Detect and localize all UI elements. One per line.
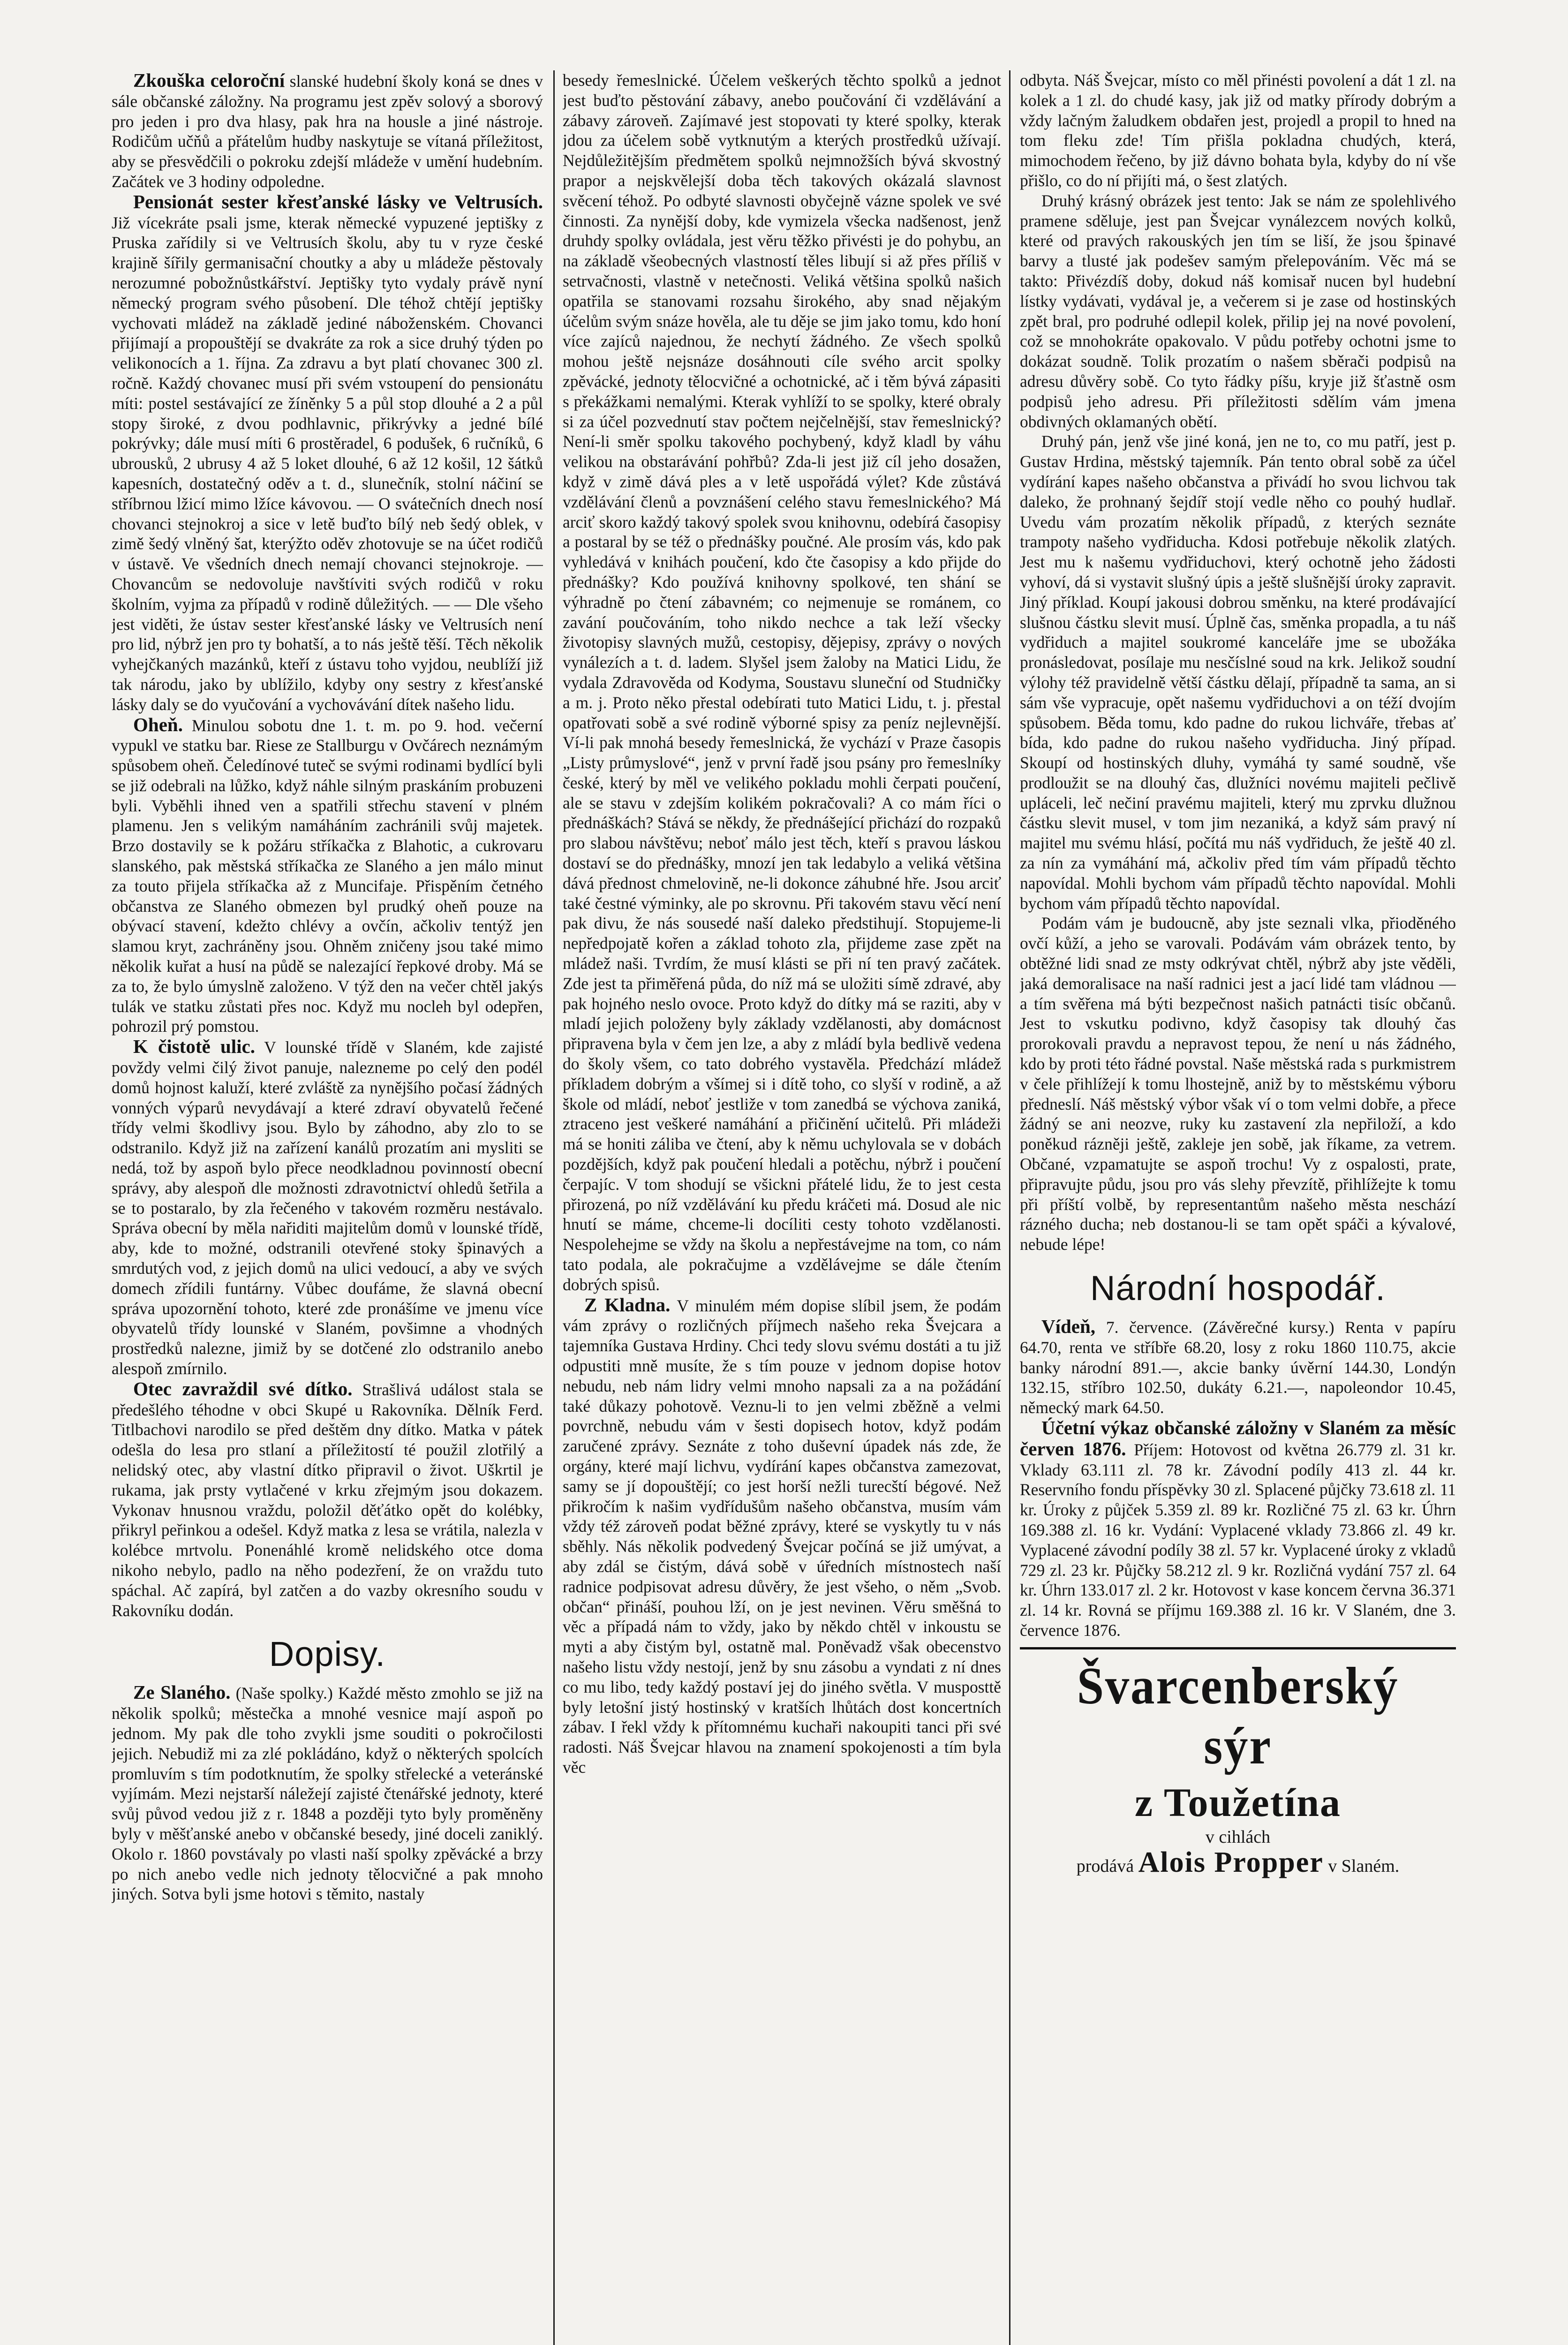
letter-kladno-heading: Z Kladna. [584,1294,671,1316]
economy-vienna-heading: Vídeň, [1041,1316,1096,1338]
advertisement [1020,1649,1456,1880]
kladno-paragraph-3: Druhý pán, jenž vše jiné koná, jen ne to, co mu patří, jest p. Gustav Hrdina, městský tajemník. Pán tento obral sobě za účel vydírání kapes našeho občanstva a přivádí ho svou lichvou tak daleko, že prohnaný šejdíř stojí vedle něho co pouhý hudlař. Uvedu vám prozatím několik případů, z kterých seznáte trampoty našeho vydřiducha. Kdosi potřebuje několik zlatých. Jest mu k našemu vydřiduchovi, který ochotně jeho žádosti vyhoví, dá si vystavit slušný úpis a ještě slušnější úroky zapravit. Jiný příklad. Koupí jakousi dobrou směnku, na které prodávající slušnou částku slevit musí. Úplně čas, směnka propadla, a tu náš vydřiduch a majitel soukromé kanceláře jme se ubožáka pronásledovat, posílaje mu nesčíslné soud na krk. Jelikož soudní výlohy též pravidelně větší částku dělají, případně ta sama, an si sám vše vypracuje, opět našemu vydřiduchovi a on téží dvojím spůsobem. Běda tomu, kdo padne do rukou lichváře, třebas ať bída, kdo padne do rukou našeho vydřiducha. Jiný případ. Skoupí od hostinských dluhy, vymáhá ty samé soudně, vše prodloužit se na dlouhý čas, dlužníci novému majiteli pečlivě upláceli, leč nečiní pravému majiteli, který mu zprvku dlužnou částku slevit musel, v tom jim nezaniká, a když sám pravý ní majitel mu svému hlásí, počítá mu náš vydřiduch, že ještě 40 zl. za nín za vymáhání má, ačkoliv před tím vám případů těchto napovídal. Mohli bychom vám případů těchto napovídal. Mohli bychom vám případů těchto napovídal. [1020,432,1456,913]
kladno-paragraph-2: Druhý krásný obrázek jest tento: Jak se nám ze spolehlivého pramene sděluje, jest pan Švejcar vynálezcem nových kolků, které od pravých rakouských jen tím se liší, že jsou špinavé barvy a tlusté jak podešev samým přelepováním. Věc má se takto: Přivézdíš doby, dokud náš komisař nucen byl hudební lístky vydávati, vydával je, a večerem si je zase od hostinských zpět bral, pro podruhé odlepil kolek, přilip jej na nové povolení, což se mnohokráte opakovalo. V půdu potřeby ochotni jsme to dokázat soudně. Tolik prozatím o našem sběrači podpisů na adresu důvěry sobě. Co tyto řádky píšu, kryje již šťastně osm podpisů jeho adresu. Při příležitosti sdělím vám jmena obdivných oklamaných obětí. [1020,191,1456,431]
article-streets [112,1036,543,1379]
article-fire-heading: Oheň. [133,713,183,735]
column-divider-2 [1009,70,1010,2345]
article-pensionat-heading: Pensionát sester křesťanské lásky ve Veltrusích. [133,190,543,212]
letter-slany-continued: besedy řemeslnické. Účelem veškerých těchto spolků a jednot jest buďto pěstování zábavy, anebo poučování či vzdělávání a zábavy zároveň. Zajímavé jest stopovati ty které spolky, kterak jdou za účelem sobě vytknutým a kterých prostředků užívají. Nejdůležitějším předmětem spolků nejmnožších bývá skvostný prapor a nejskvělejší doba těch takových okázalá slavnost svěcení téhož. Po odbyté slavnosti obyčejně vázne spolek ve své činnosti. Za nynější doby, kde vymizela všecka nadšenost, jenž druhdy spolky ovládala, jest věru těžko přivésti je do pohybu, an na základě všeobecných vlastností těles libují si až přes příliš v setrvačnosti, vlastně v netečnosti. Veliká většina spolků našich opatřila se stanovami rozsahu širokého, aby snad nějakým účelům svým snáze hověla, ale tu děje se jim jako tomu, kdo honí více zajíců najednou, že nechytí žádného. Ze všech spolků mohou ještě nejsnáze dosáhnouti cíle svého arcit spolky zpěvácké, jednoty tělocvičné a ochotnické, ač i těm bývá zápasiti s překážkami nemalými. Kterak vyhlíží to se spolky, které obraly si za účel pozvednutí stav počtem nejčelnější, stav řemeslnický? Není-li směr spolku takového pochybený, když kladl by váhu velikou na obstarávání pohřbů? Zda-li jest již cíl jeho dosažen, když v zimě dává ples a v letě uspořádá výlet? Kde zůstává vzdělávání členů a povznášení celého stavu řemeslnického? Má arciť skoro každý takový spolek svou knihovnu, odebírá časopisy a postaral by se též o přednášky poučné. Ale prosím vás, kdo pak vyhledává v knihách poučení, kdo čte časopisy a kdo přijde do přednášky? Kdo používá knihovny spolkové, ten shání se výhradně po čtení zábavném; co nejmenuje se románem, co zavání poučováním, toho nikdo nechce a tak leží všecky životopisy slavných mužů, cestopisy, dějepisy, zprávy o nových vynálezích a t. d. ladem. Slyšel jsem žaloby na Matici Lidu, že vydala Zdravověda od Kodyma, Soustavu sluneční od Studničky a m. j. Proto něko přestal odebírati tuto Matici Lidu, t. j. přestal opatřovati sobě a své rodině výborné spisy za peníz nejlevnější. Ví-li pak mnohá besedy řemeslnická, že vychází v Praze časopis „Listy průmyslové“, jenž v první řadě jsou psány pro řemeslníky české, který by měl ve velikého pokladu mohli čerpati poučení, ale se stavu v zdejším kolikém pokračovali? A co mám říci o přednáškách? Stává se někdy, že přednášející přichází do rozpaků pro slabou návštěvu; neboť málo jest těch, kteří s pravou láskou dostaví se do přednášky, mnozí jen tak ledabylo a veliká většina dává přednost chmelovině, ne-li dokonce záhubné hře. Jsou arciť také čestné výminky, ale po skrovnu. Při takovém stavu věcí není pak divu, že nás sousedé naší daleko předstihují. Stopujeme-li nepředpojatě kořen a základ tohoto zla, přijdeme zase zpět na mládež naši. Tvrdím, že musí klásti se při ní ten pravý začátek. Zde jest ta přiměřená půda, do níž má se uložiti símě zdravé, aby pak hojného neslo ovoce. Proto když do dítky má se raziti, aby v mladí jejich položeny byly základy vzdělanosti, aby domácnost připravena byla v čem jen lze, a aby z mládí byla bedlivě vedena do školy všem, co tato dobrého vystavěla. Předchází mládež příkladem dobrým a všímej si i dítě toho, co slyší v rodině, a až škole od mládí, neboť jestliže v tom zanedbá se výchova zaniká, ztraceno jest veškeré namáhání a přičinění učitelů. Při mládeži má se honiti záliba ve čtení, aby k němu uchylovala se v dobách pozdějších, když pak poučení hledali a potěchu, nýbrž i poučení čerpajíc. V tom shodují se všickni přátelé lidu, že to jest cesta přirozená, po níž vzdělávání ku předu kráčeti má. Dosud ale nic hnutí se máme, chceme-li docíliti cesty tohoto vzdělanosti. Nespolehejme se vždy na školu a nepřestávejme na tom, co nám tato podala, ale pokračujme a vzdělávejme se dále čtením dobrých spisů. [563,71,1001,1294]
section-title-economy: Národní hospodář. [1090,1269,1386,1308]
economy-vienna-body: 7. července. (Závěrečné kursy.) Renta v papíru 64.70, renta ve stříbře 68.20, losy z roku 1860 110.75, akcie banky národní 891.—, akcie banky úvěrní 144.30, Londýn 132.15, stříbro 102.50, dukáty 6.21.—, napoleondor 10.45, německý mark 64.50. [1020,1318,1456,1417]
article-murder-heading: Otec zavraždil své dítko. [133,1377,353,1399]
article-exam-body: slanské hudební školy koná se dnes v sále občanské záložny. Na programu jest zpěv solový a sborový pro jeden i pro dva hlasy, pak hra na housle a jiné nástroje. Rodičům učňů a přátelům hudby naskytuje se vítaná příležitost, aby se přesvědčili o pokroku zdejší mládeže v umění hudebním. Začátek ve 3 hodiny odpoledne. [112,72,543,191]
advert-subtitle: z Toužetína [1134,1779,1342,1825]
economy-report [1020,1418,1456,1641]
advert-seller-name: Alois Propper [1138,1846,1324,1878]
economy-vienna [1020,1316,1456,1418]
article-fire-body: Minulou sobotu dne 1. t. m. po 9. hod. večerní vypukl ve statku bar. Riese ze Stallburgu v Ovčárech neznámým spůsobem oheň. Čeledínové tuteč se svými rodinami bydlící byli se již odebrali na lůžko, když náhle silným praskáním probuzeni byli. Vyběhli ihned ven a spatřili střechu stavení v plném plamenu. Jen s velikým namáháním zachránili svůj majetek. Brzo dostavily se k požáru stříkačka z Blahotic, a cukrovaru slanského, pak městská stříkačka ze Slaného a jen málo minut za touto přijela stříkačka až z Muncifaje. Přispěním četného občanstva ze Slaného obmezen byl prudký oheň pouze na obývací stavení, kdežto chlévy a ovčín, ačkoliv tentýž jen slamou kryt, zachráněny jsou. Ohněm zničeny jsou také mimo několik kuřat a husí na půdě se nalezající řepkové droby. Má se za to, že bylo úmyslně založeno. V týž den na večer chtěl jakýs tulák ve statku zůstati přes noc. Když mu nocleh byl odepřen, pohrozil prý pomstou. [112,716,543,1036]
column-1 [112,70,543,2345]
letter-slany-body: (Naše spolky.) Každé město zmohlo se již na několik spolků; městečka a mnohé vesnice mají aspoň po jednom. My pak dle toho zvykli jsme souditi o pokročilosti jejich. Nebudiž mi za zlé pokládáno, když o některých spolcích promluvím s tím podotknutím, že spolky střelecké a veteránské vyjímám. Mezi nejstarší náležejí zajisté čtenářské jednoty, které svůj původ vedou již z r. 1848 a později tyto byly proměněny byly v měšťanské anebo v občanské besedy, jiné doceli zaniklý. Okolo r. 1860 povstávaly po vlasti naší spolky zpěvácké a brzy po nich anebo vedle nich jednoty tělocvičné a pak mnoho jiných. Sotva byli jsme hotovi s těmito, nastaly [112,1684,543,1904]
article-murder-body: Strašlivá událost stala se předešlého téhodne v obci Skupé u Rakovníka. Dělník Ferd. Titlbachovi narodilo se před deštěm dny dítko. Matka v pátek odešla do lesa pro stlaní a příležitostí té použil zlotřilý a nelidský otec, aby vlastní dítko připravil o život. Uškrtil je rukama, jak prsty vytlačené v krku zřejmým jsou dokazem. Vykonav hnusnou vraždu, položil děťátko opět do kolébky, přikryl peřinkou a odešel. Když matka z lesa se vrátila, nalezla v kolébce mrtvolu. Ponenáhlé kromě nelidského otce doma nikoho nebylo, padlo na něho podezření, že on vraždu tuto spáchal. Ač zapírá, byl zatčen a do vazby okresního soudu v Rakovníku dodán. [112,1380,543,1620]
letter-slany [112,1682,543,1904]
article-pensionat-body: Již vícekráte psali jsme, kterak německé vypuzené jeptišky z Pruska zařídily si ve Veltrusích školu, aby tu v ryze české krajině šířily germanisační choutky a aby u mládeže pěstovaly nerozumné pobožnůstkářství. Jeptišky tyto vydaly právě nyní německý program svého působení. Dle téhož chtějí jeptišky vychovati mládež na základě jediné náboženském. Chovanci přijímají a propouštějí se dvakráte za rok a sice druhý týden po velikonocích a 1. října. Za zdravu a byt platí chovanec 300 zl. ročně. Každý chovanec musí při svém vstoupení do pensionátu míti: postel sestávající ze žíněnky 5 a půl stop dlouhé a 2 a půl stopy široké, z dvou podhlavnic, přikrývky a jedné bílé pokrývky; dále musí míti 6 prostěradel, 6 podušek, 6 ručníků, 6 ubrousků, 2 ubrusy 4 až 5 loket dlouhé, 6 až 12 košil, 12 šátků kapesních, dostatečný oděv a t. d., slunečník, stolní náčiní se stříbrnou lžicí mimo lžíce kávovou. — O svátečních dnech nosí chovanci stejnokroj a sice v letě buďto bílý neb šedý oblek, v zimě šedý vlněný šat, kterýžto oděv zhotovuje se na účet rodičů v ústavě. Ve všedních dnech nemají chovanci stejnokroje. — Chovancům se nedovoluje navštíviti svých rodičů v roku školním, vyjma za případů v rodině důležitých. — — Dle všeho jest viděti, že ústav sester křesťanské lásky ve Veltrusích není pro lid, nýbrž jen pro ty bohatší, a to nás ještě těší. Těch několik vyhejčkaných mazánků, kteří z ústavu toho vyjdou, neublíží již tak národu, jako by ublížilo, kdyby ony sestry z křesťanské lásky daly se do vyučování a vychovávání dítek našeho lidu. [112,213,543,714]
kladno-paragraph-4: Podám vám je budoucně, aby jste seznali vlka, přioděného ovčí kůží, a jeho se varovali. Podávám vám obrázek tento, by obtěžné lidi snad ze msty odkrývat chtěl, nýbrž aby jste věděli, jaká demoralisace na naší radnici jest a jací lidé tam vládnou — a tím svěřena má býti bezpečnost našich patnácti tisíc občanů. Jest to vskutku podivno, když časopisy tak dlouhý čas prorokovali pravdu a nepravost tepou, že není u nás žádného, kdo by proti této řádné povstal. Naše městská rada s purkmistrem v čele přihlížejí k tomu lhostejně, aniž by to městskému výboru předneslí. Náš městský výbor však ví o tom velmi dobře, a přece žádný se ani neozve, ruky ku zastavení zla nepřiloží, a kdo poněkud rázněji ještě, zakleje jen sobě, jak říkame, za vetrem. Občané, vzpamatujte se aspoň trochu! Vy z ospalosti, prate, připravujte půdu, jsou pro vás slehy převzítě, přihlížejte k tomu při příští volbě, by representantům našeho města neschází rázného ducha; neb dostanou-li se tam opět spáči a kývalové, nebude lépe! [1020,914,1456,1254]
article-exam [112,70,543,192]
article-streets-body: V lounské třídě v Slaném, kde zajisté povždy velmi čilý život panuje, nalezneme po celý den podél domů hojnost kaluží, které zvláště za nynějšího počasí žádných vonných výparů nevydávají a které zdraví obyvatelů řečené třídy velmi škodlivy jsou. Bylo by záhodno, aby zlo to se odstranilo. Když již na zařízení kanálů prozatím ani mysliti se nedá, tož by aspoň bylo přece neodkladnou povinností obecní správy, aby alespoň dle možnosti zdravotnictví ohledů šetřila a se to postaralo, by zla řečeného v takovém rozměru nestávalo. Správa obecní by měla nařiditi majitelům domů v lounské třídě, aby, kde to možné, odstranili otevřené stoky špinavých a smrdutých vod, z jejich domů na ulici vedoucí, a aby ve svých domech zřídili funtárny. Vůbec doufáme, že slavná obecní správa upozornění tohoto, které zde pronášíme ve jmenu více obyvatelů třídy lounské v Slaném, povšimne a vhodných prostředků nalezne, jimiž by se dotčené zlo odstranilo anebo alespoň zmírnilo. [112,1038,543,1378]
section-title-letters: Dopisy. [269,1634,386,1674]
economy-report-heading: Účetní výkaz občanské záložny v Slaném za měsíc červen 1876. [1020,1417,1456,1460]
economy-report-body: Příjem: Hotovost od května 26.779 zl. 31 kr. Vklady 63.111 zl. 78 kr. Závodní podíly 413 zl. 44 kr. Reservního fondu příspěvky 30 zl. Splacené půjčky 73.618 zl. 11 kr. Úroky z půjček 5.359 zl. 89 kr. Rozličné 75 zl. 63 kr. Úhrn 169.388 zl. 16 kr. Vydání: Vyplacené vklady 73.866 zl. 49 kr. Vyplacené závodní podíly 38 zl. 57 kr. Vyplacené úroky z vkladů 729 zl. 23 kr. Půjčky 58.212 zl. 9 kr. Rozličná vydání 757 zl. 64 kr. Úhrn 133.017 zl. 2 kr. Hotovost v kase koncem června 36.371 zl. 14 kr. Rovná se příjmu 169.388 zl. 16 kr. V Slaném, dne 3. července 1876. [1020,1440,1456,1640]
letter-kladno-body: V minulém mém dopise slíbil jsem, že podám vám zprávy o rozličných příjmech našeho reka Švejcara a tajemníka Gustava Hrdiny. Chci tedy slovu svému dostáti a tu již odpustiti mně musíte, že s tím pouze v jednom dopise hotov nebudu, neb nám lidry velmi mnoho napsali za a na požádání také důkazy pohotově. Veznu-li to jen velmi zběžně a velmi povrchně, nebudu vám v šesti dopisech hotov, když podám zaručené zprávy. Seznáte z toho duševní úpadek nás zde, že orgány, které mají lichvu, vydírání kapes občanstva zamezovat, samy se jí dopouštějí; co jest horší nežli turecští bégové. Než přikročím k našim vydřídušům našeho občanstva, musím vám vždy též zároveň podat běžné zprávy, které se vyskytly tu v nás sběhly. Nás několik podvedený Švejcar počíná se již umývat, a aby zdál se čistým, dává sobě v úředních místnostech naší radnice podpisovat adresu důvěry, že jest všeho, o něm „Svob. občan“ přináší, pouhou lží, on je jest nevinen. Věru směšná to věc a případá nám to vždy, jako by někdo chtěl v inkoustu se myti a aby čistým byl, ostatně mal. Poněvadž však obecenstvo našeho listu vždy nestojí, jenž by snu zásobu a vyndati z ní dnes co mu libo, tedy každý postaví jej do jiného světla. V musposttě byly letošní jistý hostinský v kratších lhůtách dost koncertních zábav. I řekl vždy k přítomnému kuchaři nakoupiti tanci při své radosti. Náš Švejcar hlavou na znamení spokojenosti a tím byla věc [563,1296,1001,1777]
article-murder [112,1379,543,1621]
article-exam-heading: Zkouška celoroční [133,70,285,91]
article-streets-heading: K čistotě ulic. [133,1036,255,1058]
letter-slany-heading: Ze Slaného. [133,1681,231,1703]
column-3 [1020,70,1456,2345]
advert-title: Švarcenberský sýr [1077,1657,1399,1775]
letter-kladno-continued: odbyta. Náš Švejcar, místo co měl přinésti povolení a dát 1 zl. na kolek a 1 zl. do chudé kasy, jak již od matky přírody dobrým a vždy lačným žaludkem obdařen jest, projedl a propil to hned na tom fleku zde! Tím přišla pokladna chudých, která, mimochodem řečeno, by již dávno bohata byla, kdyby do ní vše přišlo, co do ní přijíti má, o šest zlatých. [1020,71,1456,190]
article-fire [112,715,543,1037]
letter-kladno [563,1295,1001,1778]
article-pensionat [112,192,543,715]
column-2 [563,70,1001,2345]
column-divider-1 [553,70,555,2345]
advert-note: v cihlách [1205,1827,1271,1847]
advert-sells-prefix: prodává [1076,1856,1134,1876]
advert-seller-line [1020,1848,1456,1880]
advert-sells-suffix: v Slaném. [1328,1856,1400,1876]
